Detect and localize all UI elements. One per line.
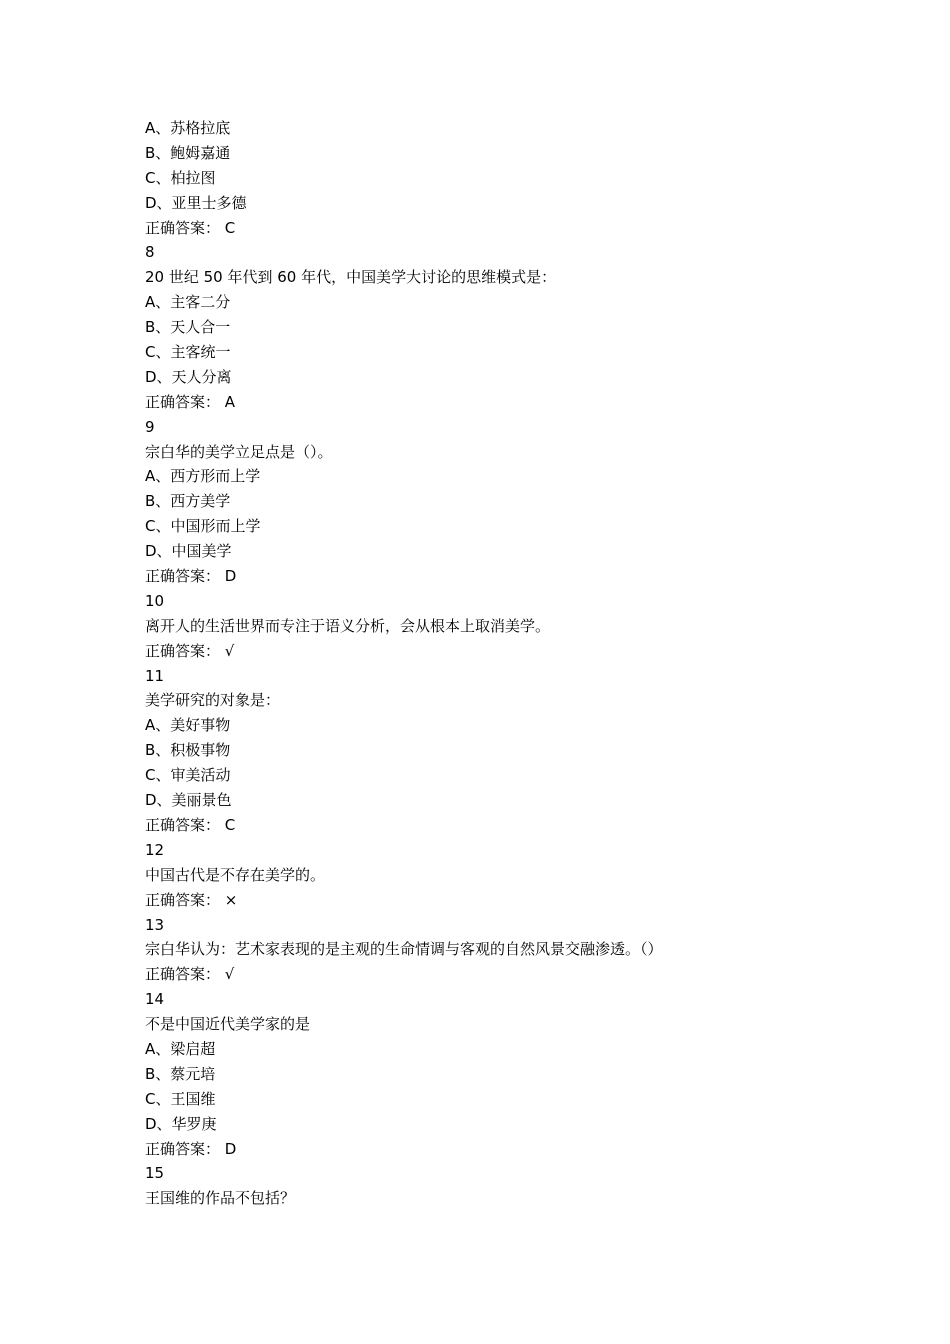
- option-line: D、中国美学: [145, 542, 232, 561]
- document-page: [145, 116, 905, 1211]
- option-line: D、美丽景色: [145, 791, 232, 810]
- option-line: D、华罗庚: [145, 1114, 217, 1133]
- question-number: 8: [145, 243, 155, 262]
- question-number: 11: [145, 666, 165, 685]
- option-line: B、鲍姆嘉通: [145, 143, 231, 162]
- option-line: A、美好事物: [145, 716, 231, 735]
- option-line: D、天人分离: [145, 367, 232, 386]
- question-text: 王国维的作品不包括？: [145, 1189, 296, 1208]
- question-text: 离开人的生活世界而专注于语义分析，会从根本上取消美学。: [145, 616, 551, 635]
- question-number: 13: [145, 915, 165, 934]
- question-number: 9: [145, 417, 155, 436]
- question-text: 不是中国近代美学家的是: [145, 1015, 311, 1034]
- option-line: A、主客二分: [145, 293, 231, 312]
- option-line: C、中国形而上学: [145, 517, 261, 536]
- question-number: 14: [145, 990, 165, 1009]
- option-line: B、西方美学: [145, 492, 231, 511]
- answer-line: 正确答案： √: [145, 965, 235, 984]
- option-line: B、蔡元培: [145, 1064, 216, 1083]
- option-line: D、亚里士多德: [145, 193, 247, 212]
- answer-line: 正确答案： D: [145, 1139, 237, 1158]
- option-line: B、积极事物: [145, 741, 231, 760]
- answer-line: 正确答案： √: [145, 641, 235, 660]
- question-text: 宗白华认为：艺术家表现的是主观的生命情调与客观的自然风景交融渗透。（）: [145, 940, 663, 959]
- option-line: A、梁启超: [145, 1039, 216, 1058]
- option-line: B、天人合一: [145, 318, 231, 337]
- question-number: 10: [145, 591, 165, 610]
- answer-line: 正确答案： D: [145, 567, 237, 586]
- question-text: 美学研究的对象是：: [145, 691, 281, 710]
- question-text: 20 世纪 50 年代到 60 年代，中国美学大讨论的思维模式是：: [145, 268, 557, 287]
- question-number: 12: [145, 840, 165, 859]
- option-line: C、王国维: [145, 1089, 216, 1108]
- option-line: C、柏拉图: [145, 168, 216, 187]
- question-text: 中国古代是不存在美学的。: [145, 865, 326, 884]
- answer-line: 正确答案： C: [145, 218, 236, 237]
- answer-line: 正确答案： ×: [145, 890, 238, 909]
- answer-line: 正确答案： C: [145, 815, 236, 834]
- option-line: C、主客统一: [145, 343, 231, 362]
- option-line: A、西方形而上学: [145, 467, 261, 486]
- option-line: A、苏格拉底: [145, 119, 231, 137]
- option-line: C、审美活动: [145, 766, 231, 785]
- question-text: 宗白华的美学立足点是（）。: [145, 442, 333, 461]
- answer-line: 正确答案： A: [145, 392, 236, 411]
- question-number: 15: [145, 1164, 165, 1183]
